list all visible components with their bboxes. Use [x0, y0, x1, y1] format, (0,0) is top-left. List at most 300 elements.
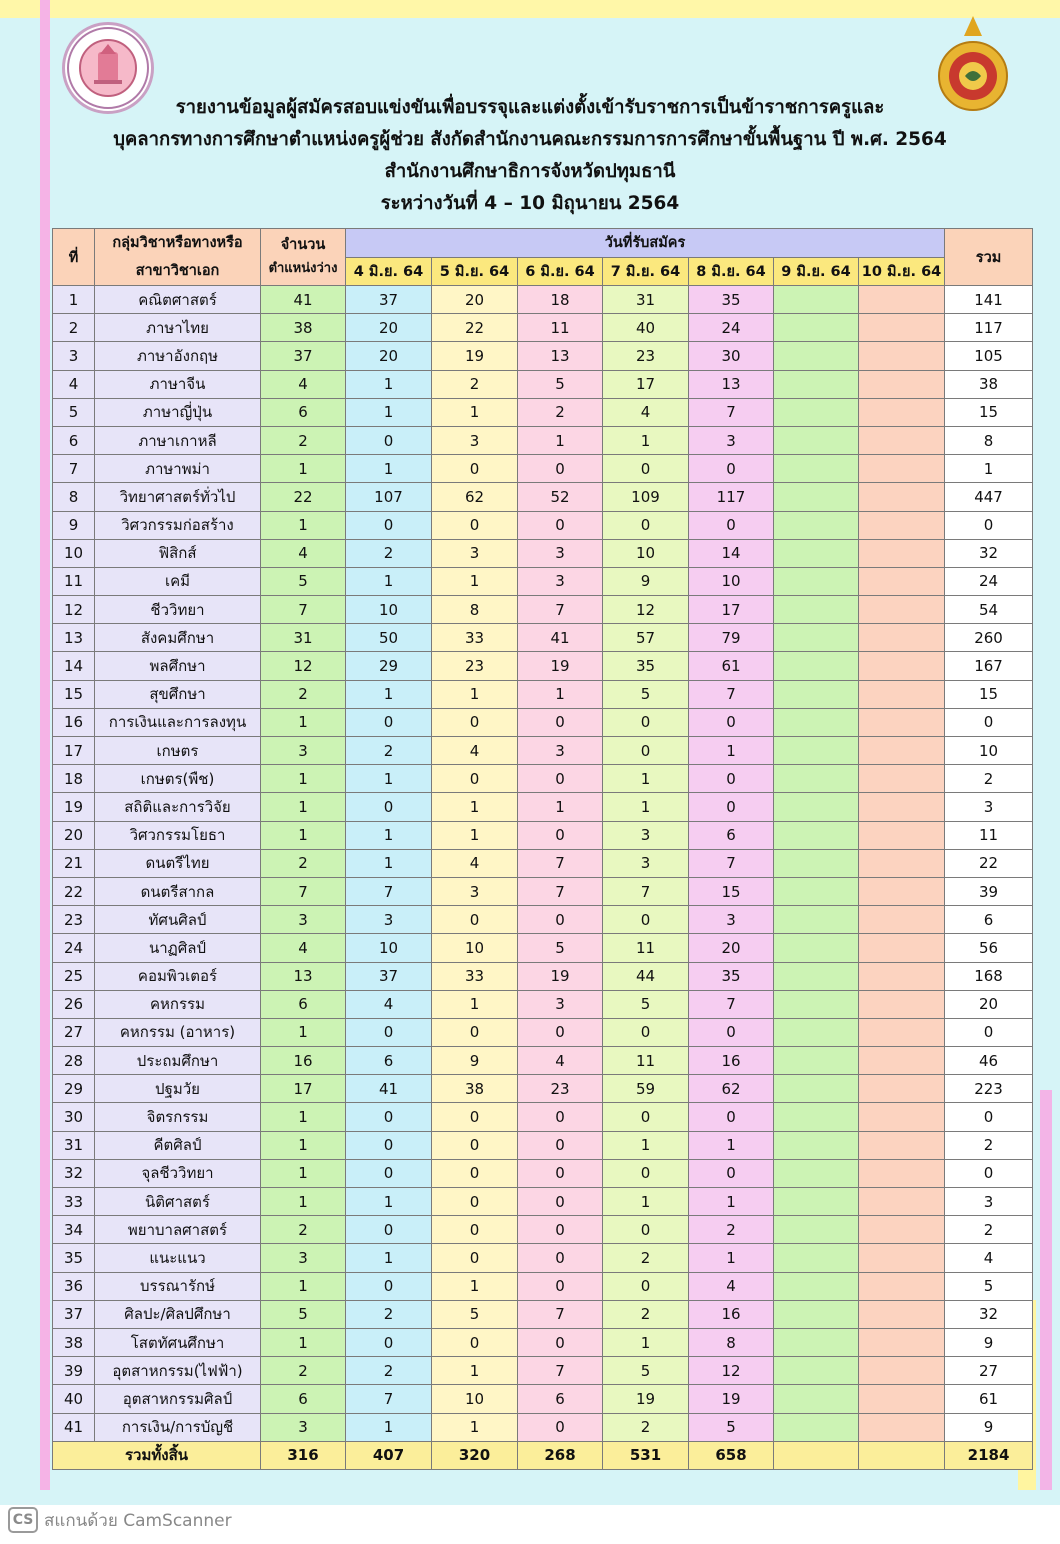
decorative-band: [0, 0, 1060, 18]
applicants-date-6: [774, 483, 859, 511]
table-row: [53, 877, 1033, 905]
applicants-date-2: 23: [432, 652, 518, 680]
applicants-date-1: 3: [346, 906, 432, 934]
subject-name: ภาษาอังกฤษ: [95, 342, 261, 370]
applicants-date-4: 11: [603, 1047, 689, 1075]
applicants-date-3: 0: [518, 765, 603, 793]
row-total: 15: [945, 398, 1033, 426]
row-total: 8: [945, 426, 1033, 454]
row-total: 61: [945, 1385, 1033, 1413]
applicants-date-4: 0: [603, 708, 689, 736]
subject-name: นาฏศิลป์: [95, 934, 261, 962]
row-total: 10: [945, 737, 1033, 765]
subject-name: ดนตรีสากล: [95, 877, 261, 905]
applicants-date-5: 12: [689, 1357, 774, 1385]
applicants-date-2: 1: [432, 567, 518, 595]
applicants-date-3: 3: [518, 567, 603, 595]
applicants-date-5: 0: [689, 1159, 774, 1187]
header-subject-line1: กลุ่มวิชาหรือทางหรือ: [112, 235, 243, 251]
header-date-4: 7 มิ.ย. 64: [603, 257, 689, 286]
applicants-date-7: [859, 793, 945, 821]
applicants-date-7: [859, 652, 945, 680]
subject-name: นิติศาสตร์: [95, 1188, 261, 1216]
applicants-date-6: [774, 680, 859, 708]
applicants-date-7: [859, 314, 945, 342]
title-line-2: บุคลากรทางการศึกษาตำแหน่งครูผู้ช่วย สังกัดสำนักงานคณะกรรมการการศึกษาขั้นพื้นฐาน ปี พ.ศ. 2564: [113, 129, 947, 150]
applicants-date-6: [774, 934, 859, 962]
applicants-date-2: 1: [432, 680, 518, 708]
applicants-date-1: 41: [346, 1075, 432, 1103]
applicants-date-7: [859, 1075, 945, 1103]
row-total: 3: [945, 793, 1033, 821]
applicants-date-1: 10: [346, 596, 432, 624]
table-row: [53, 1188, 1033, 1216]
applicants-date-7: [859, 1357, 945, 1385]
row-total: 168: [945, 962, 1033, 990]
row-number: 20: [53, 821, 95, 849]
grand-total-positions: 316: [261, 1441, 346, 1469]
vacant-positions: 7: [261, 596, 346, 624]
applicants-date-3: 6: [518, 1385, 603, 1413]
row-number: 3: [53, 342, 95, 370]
applicants-date-3: 4: [518, 1047, 603, 1075]
applicants-date-4: 5: [603, 680, 689, 708]
applicants-date-1: 2: [346, 737, 432, 765]
applicants-date-7: [859, 1188, 945, 1216]
applicants-date-2: 0: [432, 1328, 518, 1356]
applicants-date-3: 0: [518, 1159, 603, 1187]
applicants-date-6: [774, 1018, 859, 1046]
vacant-positions: 4: [261, 539, 346, 567]
grand-total-date-1: 407: [346, 1441, 432, 1469]
vacant-positions: 2: [261, 849, 346, 877]
applicants-date-1: 1: [346, 680, 432, 708]
vacant-positions: 2: [261, 1216, 346, 1244]
header-subject-line2: สาขาวิชาเอก: [135, 263, 220, 279]
applicants-date-1: 7: [346, 877, 432, 905]
applicants-date-2: 8: [432, 596, 518, 624]
applicants-date-3: 0: [518, 1244, 603, 1272]
table-row: [53, 1244, 1033, 1272]
vacant-positions: 1: [261, 765, 346, 793]
subject-name: โสตทัศนศึกษา: [95, 1328, 261, 1356]
row-number: 35: [53, 1244, 95, 1272]
table-row: [53, 426, 1033, 454]
table-row: [53, 680, 1033, 708]
applicants-date-2: 3: [432, 426, 518, 454]
row-number: 24: [53, 934, 95, 962]
row-total: 260: [945, 624, 1033, 652]
vacant-positions: 3: [261, 1244, 346, 1272]
table-row: [53, 708, 1033, 736]
row-total: 0: [945, 1018, 1033, 1046]
applicants-date-7: [859, 624, 945, 652]
row-total: 105: [945, 342, 1033, 370]
subject-name: พลศึกษา: [95, 652, 261, 680]
vacant-positions: 37: [261, 342, 346, 370]
applicants-date-5: 8: [689, 1328, 774, 1356]
table-row: [53, 793, 1033, 821]
applicants-date-1: 107: [346, 483, 432, 511]
subject-name: คีตศิลป์: [95, 1131, 261, 1159]
row-total: 117: [945, 314, 1033, 342]
applicants-date-7: [859, 737, 945, 765]
table-row: [53, 398, 1033, 426]
applicants-date-6: [774, 1328, 859, 1356]
applicants-date-3: 52: [518, 483, 603, 511]
row-number: 38: [53, 1328, 95, 1356]
applicants-date-4: 3: [603, 849, 689, 877]
applicants-date-6: [774, 1413, 859, 1441]
vacant-positions: 31: [261, 624, 346, 652]
applicants-date-7: [859, 877, 945, 905]
subject-name: ศิลปะ/ศิลปศึกษา: [95, 1300, 261, 1328]
applicants-date-7: [859, 596, 945, 624]
subject-name: คหกรรม (อาหาร): [95, 1018, 261, 1046]
applicants-date-7: [859, 342, 945, 370]
applicants-date-3: 1: [518, 426, 603, 454]
subject-name: ประถมศึกษา: [95, 1047, 261, 1075]
applicants-date-4: 9: [603, 567, 689, 595]
row-number: 29: [53, 1075, 95, 1103]
applicants-date-1: 1: [346, 849, 432, 877]
applicants-date-4: 109: [603, 483, 689, 511]
applicants-date-6: [774, 1385, 859, 1413]
row-total: 223: [945, 1075, 1033, 1103]
applicants-date-3: 0: [518, 1328, 603, 1356]
applicants-date-3: 0: [518, 1413, 603, 1441]
applicants-date-1: 1: [346, 370, 432, 398]
applicants-date-2: 0: [432, 511, 518, 539]
vacant-positions: 5: [261, 1300, 346, 1328]
applicant-table: [52, 228, 1033, 1470]
row-number: 5: [53, 398, 95, 426]
row-total: 3: [945, 1188, 1033, 1216]
subject-name: วิทยาศาสตร์ทั่วไป: [95, 483, 261, 511]
applicants-date-7: [859, 286, 945, 314]
applicants-date-1: 2: [346, 539, 432, 567]
applicants-date-2: 1: [432, 398, 518, 426]
row-total: 0: [945, 511, 1033, 539]
applicants-date-4: 5: [603, 1357, 689, 1385]
header-date-7: 10 มิ.ย. 64: [859, 257, 945, 286]
subject-name: เกษตร: [95, 737, 261, 765]
applicants-date-4: 1: [603, 793, 689, 821]
row-number: 12: [53, 596, 95, 624]
subject-name: ภาษาพม่า: [95, 455, 261, 483]
table-row: [53, 539, 1033, 567]
row-number: 4: [53, 370, 95, 398]
applicants-date-4: 40: [603, 314, 689, 342]
table-row: [53, 765, 1033, 793]
vacant-positions: 1: [261, 455, 346, 483]
subject-name: ปฐมวัย: [95, 1075, 261, 1103]
applicants-date-2: 1: [432, 990, 518, 1018]
applicants-date-2: 0: [432, 708, 518, 736]
applicants-date-4: 11: [603, 934, 689, 962]
applicants-date-2: 0: [432, 765, 518, 793]
subject-name: ดนตรีไทย: [95, 849, 261, 877]
applicants-date-7: [859, 906, 945, 934]
applicants-date-7: [859, 1328, 945, 1356]
row-number: 26: [53, 990, 95, 1018]
applicants-date-6: [774, 793, 859, 821]
header-no: ที่: [53, 229, 95, 286]
row-total: 167: [945, 652, 1033, 680]
row-total: 0: [945, 1159, 1033, 1187]
applicants-date-7: [859, 483, 945, 511]
row-number: 22: [53, 877, 95, 905]
vacant-positions: 1: [261, 821, 346, 849]
applicants-date-7: [859, 1385, 945, 1413]
row-total: 2: [945, 1131, 1033, 1159]
applicants-date-5: 16: [689, 1047, 774, 1075]
subject-name: แนะแนว: [95, 1244, 261, 1272]
vacant-positions: 12: [261, 652, 346, 680]
applicants-date-6: [774, 539, 859, 567]
table-row: [53, 1131, 1033, 1159]
row-number: 1: [53, 286, 95, 314]
row-number: 14: [53, 652, 95, 680]
row-number: 25: [53, 962, 95, 990]
vacant-positions: 22: [261, 483, 346, 511]
applicants-date-6: [774, 455, 859, 483]
applicants-date-3: 5: [518, 934, 603, 962]
table-row: [53, 737, 1033, 765]
applicants-date-1: 7: [346, 1385, 432, 1413]
applicants-date-6: [774, 596, 859, 624]
subject-name: สังคมศึกษา: [95, 624, 261, 652]
vacant-positions: 1: [261, 1272, 346, 1300]
applicants-date-5: 0: [689, 455, 774, 483]
applicants-date-2: 33: [432, 962, 518, 990]
applicants-date-4: 2: [603, 1413, 689, 1441]
table-row: [53, 1103, 1033, 1131]
scanner-watermark: [8, 1507, 232, 1533]
applicants-date-2: 20: [432, 286, 518, 314]
vacant-positions: 17: [261, 1075, 346, 1103]
applicants-date-4: 59: [603, 1075, 689, 1103]
row-total: 5: [945, 1272, 1033, 1300]
applicants-date-1: 1: [346, 765, 432, 793]
applicants-date-1: 1: [346, 1413, 432, 1441]
applicants-date-2: 1: [432, 1272, 518, 1300]
applicants-date-5: 5: [689, 1413, 774, 1441]
subject-name: จุลชีววิทยา: [95, 1159, 261, 1187]
applicants-date-4: 3: [603, 821, 689, 849]
row-number: 23: [53, 906, 95, 934]
table-row: [53, 1272, 1033, 1300]
applicants-date-1: 0: [346, 1216, 432, 1244]
header-total: รวม: [945, 229, 1033, 286]
applicants-date-2: 2: [432, 370, 518, 398]
header-date-2: 5 มิ.ย. 64: [432, 257, 518, 286]
applicants-date-3: 18: [518, 286, 603, 314]
row-number: 16: [53, 708, 95, 736]
applicants-date-4: 0: [603, 1103, 689, 1131]
vacant-positions: 1: [261, 1018, 346, 1046]
row-number: 37: [53, 1300, 95, 1328]
table-row: [53, 990, 1033, 1018]
table-row: [53, 1216, 1033, 1244]
vacant-positions: 7: [261, 877, 346, 905]
subject-name: สุขศึกษา: [95, 680, 261, 708]
row-total: 141: [945, 286, 1033, 314]
decorative-strip-right-pink: [1040, 1090, 1052, 1490]
vacant-positions: 1: [261, 1159, 346, 1187]
applicants-date-5: 6: [689, 821, 774, 849]
applicants-date-3: 0: [518, 1272, 603, 1300]
applicants-date-5: 24: [689, 314, 774, 342]
applicants-date-7: [859, 1300, 945, 1328]
grand-total-sum: 2184: [945, 1441, 1033, 1469]
applicants-date-1: 6: [346, 1047, 432, 1075]
vacant-positions: 3: [261, 906, 346, 934]
header-positions-line1: จำนวน: [280, 237, 326, 253]
subject-name: ภาษาไทย: [95, 314, 261, 342]
applicants-date-7: [859, 539, 945, 567]
grand-total-date-3: 268: [518, 1441, 603, 1469]
subject-name: ชีววิทยา: [95, 596, 261, 624]
applicants-date-3: 0: [518, 511, 603, 539]
applicants-date-5: 16: [689, 1300, 774, 1328]
applicants-date-5: 3: [689, 426, 774, 454]
applicants-date-6: [774, 1159, 859, 1187]
row-number: 34: [53, 1216, 95, 1244]
applicants-date-4: 1: [603, 426, 689, 454]
applicants-date-2: 0: [432, 906, 518, 934]
applicants-date-6: [774, 1357, 859, 1385]
applicants-date-1: 1: [346, 455, 432, 483]
applicants-date-7: [859, 398, 945, 426]
row-number: 17: [53, 737, 95, 765]
applicants-date-1: 0: [346, 1103, 432, 1131]
vacant-positions: 6: [261, 398, 346, 426]
applicants-date-4: 12: [603, 596, 689, 624]
row-number: 36: [53, 1272, 95, 1300]
row-number: 8: [53, 483, 95, 511]
applicants-date-2: 0: [432, 455, 518, 483]
row-total: 9: [945, 1413, 1033, 1441]
applicants-date-3: 41: [518, 624, 603, 652]
row-total: 6: [945, 906, 1033, 934]
applicants-date-7: [859, 455, 945, 483]
applicants-date-4: 31: [603, 286, 689, 314]
table-row: [53, 286, 1033, 314]
row-total: 0: [945, 1103, 1033, 1131]
table-row: [53, 906, 1033, 934]
grand-total-label: รวมทั้งสิ้น: [53, 1441, 261, 1469]
applicants-date-7: [859, 1159, 945, 1187]
vacant-positions: 3: [261, 737, 346, 765]
applicants-date-5: 3: [689, 906, 774, 934]
table-row: [53, 652, 1033, 680]
applicants-date-7: [859, 1413, 945, 1441]
subject-name: บรรณารักษ์: [95, 1272, 261, 1300]
applicants-date-2: 0: [432, 1188, 518, 1216]
applicants-date-4: 5: [603, 990, 689, 1018]
applicants-date-4: 2: [603, 1300, 689, 1328]
applicants-date-4: 1: [603, 1131, 689, 1159]
row-number: 19: [53, 793, 95, 821]
subject-name: สถิติและการวิจัย: [95, 793, 261, 821]
applicants-date-2: 62: [432, 483, 518, 511]
vacant-positions: 2: [261, 680, 346, 708]
applicants-date-5: 7: [689, 990, 774, 1018]
applicants-date-6: [774, 765, 859, 793]
applicants-date-2: 0: [432, 1159, 518, 1187]
applicants-date-3: 0: [518, 1103, 603, 1131]
table-row: [53, 821, 1033, 849]
applicants-date-4: 0: [603, 511, 689, 539]
applicants-date-4: 1: [603, 1188, 689, 1216]
vacant-positions: 1: [261, 1188, 346, 1216]
applicants-date-1: 2: [346, 1357, 432, 1385]
applicants-date-6: [774, 624, 859, 652]
grand-total-date-6: [774, 1441, 859, 1469]
applicants-date-2: 5: [432, 1300, 518, 1328]
applicants-date-6: [774, 398, 859, 426]
vacant-positions: 1: [261, 1131, 346, 1159]
subject-name: คหกรรม: [95, 990, 261, 1018]
header-positions: [261, 229, 346, 286]
subject-name: ฟิสิกส์: [95, 539, 261, 567]
applicants-date-5: 2: [689, 1216, 774, 1244]
row-number: 6: [53, 426, 95, 454]
table-row: [53, 342, 1033, 370]
subject-name: คณิตศาสตร์: [95, 286, 261, 314]
applicants-date-3: 0: [518, 1216, 603, 1244]
row-number: 10: [53, 539, 95, 567]
applicants-date-1: 0: [346, 426, 432, 454]
applicants-date-5: 13: [689, 370, 774, 398]
row-total: 2: [945, 1216, 1033, 1244]
row-number: 27: [53, 1018, 95, 1046]
applicants-date-3: 1: [518, 793, 603, 821]
applicants-date-3: 19: [518, 962, 603, 990]
vacant-positions: 16: [261, 1047, 346, 1075]
applicants-date-4: 0: [603, 455, 689, 483]
applicants-date-2: 0: [432, 1216, 518, 1244]
applicants-date-3: 7: [518, 596, 603, 624]
applicants-date-3: 3: [518, 539, 603, 567]
applicants-date-4: 0: [603, 906, 689, 934]
vacant-positions: 1: [261, 793, 346, 821]
camscanner-logo-icon: CS: [8, 1507, 38, 1533]
vacant-positions: 2: [261, 426, 346, 454]
applicants-date-1: 50: [346, 624, 432, 652]
table-row: [53, 511, 1033, 539]
applicants-date-4: 1: [603, 765, 689, 793]
subject-name: การเงินและการลงทุน: [95, 708, 261, 736]
applicants-date-6: [774, 1047, 859, 1075]
vacant-positions: 1: [261, 708, 346, 736]
table-row: [53, 1300, 1033, 1328]
vacant-positions: 6: [261, 990, 346, 1018]
applicants-date-7: [859, 426, 945, 454]
applicants-date-7: [859, 821, 945, 849]
row-total: 27: [945, 1357, 1033, 1385]
applicants-date-5: 15: [689, 877, 774, 905]
row-number: 2: [53, 314, 95, 342]
applicants-date-6: [774, 1075, 859, 1103]
applicants-date-4: 35: [603, 652, 689, 680]
applicants-date-3: 0: [518, 1188, 603, 1216]
applicants-date-3: 3: [518, 990, 603, 1018]
applicants-date-3: 7: [518, 849, 603, 877]
applicants-date-5: 62: [689, 1075, 774, 1103]
applicants-date-7: [859, 1018, 945, 1046]
